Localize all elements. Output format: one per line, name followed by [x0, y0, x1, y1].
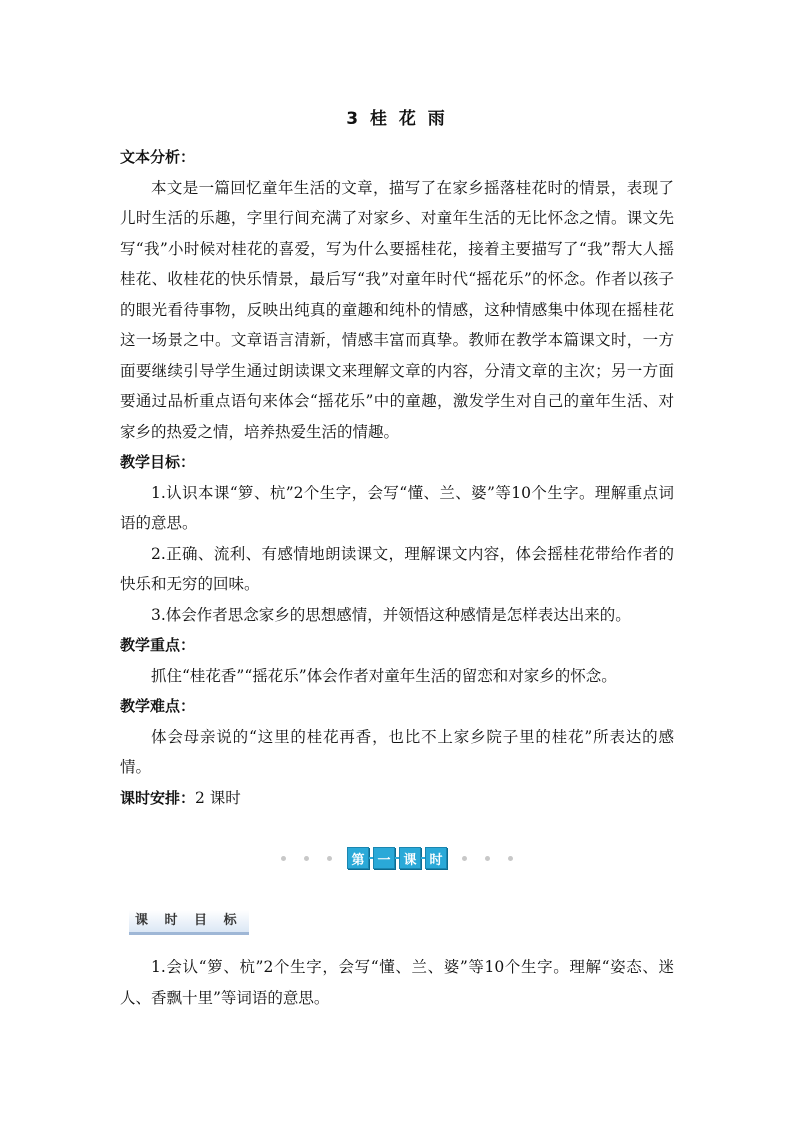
lesson-goal-text: 1.会认“箩、杭”2个生字，会写“懂、兰、婆”等10个生字。理解“姿态、迷人、香飘十里”等词语的意思。: [120, 958, 674, 1007]
teaching-goal-item: 2.正确、流利、有感情地朗读课文，理解课文内容，体会摇桂花带给作者的快乐和无穷的回味。: [120, 544, 674, 593]
decor-dot: [485, 856, 490, 861]
lesson-plan-body: [120, 142, 674, 813]
text-analysis-paragraph: 本文是一篇回忆童年生活的文章，描写了在家乡摇落桂花时的情景，表现了儿时生活的乐趣，字里行间充满了对家乡、对童年生活的无比怀念之情。课文先写“我”小时候对桂花的喜爱，写为什么要摇桂花，接着主要描写了“我”帮大人摇桂花、收桂花的快乐情景，最后写“我”对童年时代“摇花乐”的怀念。作者以孩子的眼光看待事物，反映出纯真的童趣和纯朴的情感，这种情感集中体现在摇桂花这一场景之中。文章语言清新，情感丰富而真挚。教师在教学本篇课文时，一方面要继续引导学生通过朗读课文来理解文章的内容，分清文章的主次；另一方面要通过品析重点语句来体会“摇花乐”中的童趣，激发学生对自己的童年生活、对家乡的热爱之情，培养热爱生活的情趣。: [120, 178, 674, 441]
decor-dot: [508, 856, 513, 861]
teaching-goal-item: 1.认识本课“箩、杭”2个生字，会写“懂、兰、婆”等10个生字。理解重点词语的意思。: [120, 483, 674, 532]
schedule-value: 2 课时: [195, 788, 241, 807]
lesson-banner: [0, 845, 794, 871]
banner-char: 时: [425, 847, 447, 869]
decor-dot: [462, 856, 467, 861]
decor-dot: [281, 856, 286, 861]
schedule-line: [120, 783, 674, 814]
lesson-goal-tag: 课 时 目 标: [129, 910, 249, 935]
lesson-banner-label: [347, 847, 447, 869]
lesson-goal-section: [120, 952, 674, 1013]
teaching-goals-heading: 教学目标：: [120, 453, 196, 471]
difficulties-heading: 教学难点：: [120, 697, 196, 715]
decor-dot: [327, 856, 332, 861]
key-points-text: 抓住“桂花香”“摇花乐”体会作者对童年生活的留恋和对家乡的怀念。: [151, 666, 617, 685]
banner-char: 课: [399, 847, 421, 869]
schedule-heading: 课时安排：: [120, 788, 196, 807]
decor-dot: [304, 856, 309, 861]
key-points-heading: 教学重点：: [120, 636, 196, 654]
page-title: 3 桂 花 雨: [346, 109, 448, 129]
text-analysis-heading: 文本分析：: [120, 148, 196, 166]
difficulties-text: 体会母亲说的“这里的桂花再香，也比不上家乡院子里的桂花”所表达的感情。: [120, 727, 674, 776]
banner-char: 一: [373, 847, 395, 869]
teaching-goal-item: 3.体会作者思念家乡的思想感情，并领悟这种感情是怎样表达出来的。: [151, 605, 631, 624]
banner-char: 第: [347, 847, 369, 869]
